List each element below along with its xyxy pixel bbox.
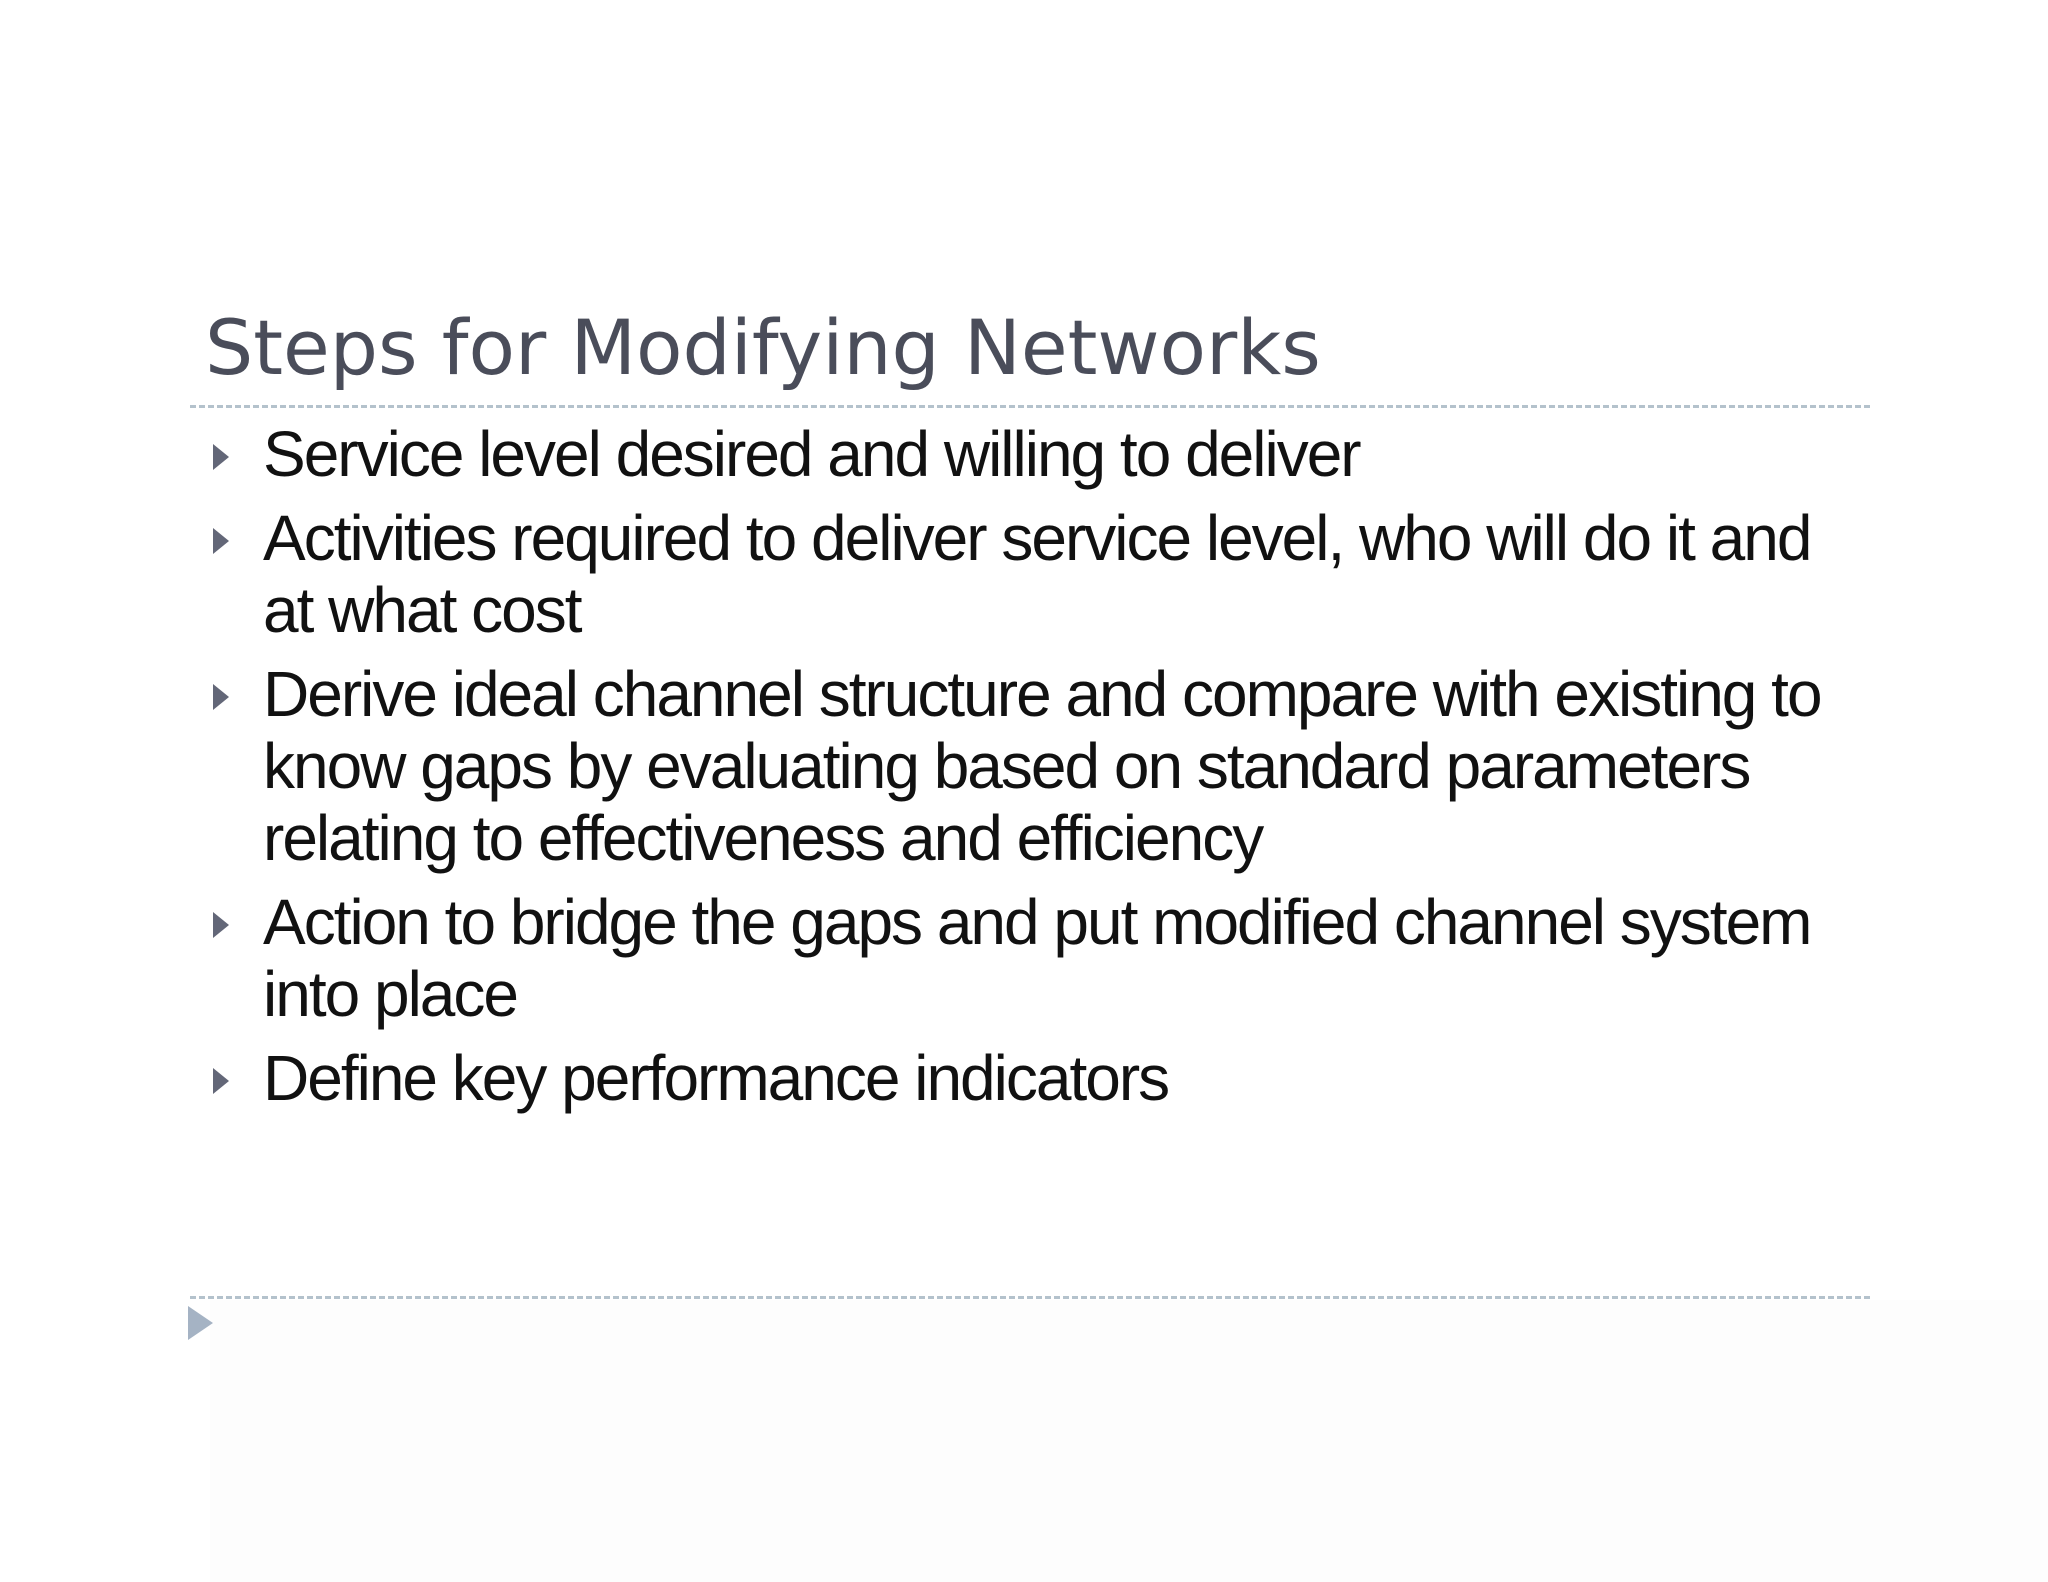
bullet-text: Define key performance indicators: [263, 1042, 1169, 1114]
title-divider: [190, 405, 1870, 408]
bullet-text: Derive ideal channel structure and compare with existing to know gaps by evaluating based on standard parameters relating to effectiveness and efficiency: [263, 658, 1821, 874]
bullet-item: [205, 658, 1865, 874]
bullet-text: Service level desired and willing to deliver: [263, 418, 1360, 490]
triangle-bullet-icon: [213, 684, 229, 710]
bullet-item: [205, 1042, 1865, 1114]
triangle-bullet-icon: [213, 528, 229, 554]
triangle-bullet-icon: [213, 444, 229, 470]
bullet-item: [205, 502, 1865, 646]
slide-title: Steps for Modifying Networks: [205, 303, 1321, 392]
triangle-arrow-icon: [188, 1306, 213, 1340]
bullet-item: [205, 886, 1865, 1030]
footer-divider: [190, 1296, 1870, 1299]
bullet-list: [205, 418, 1865, 1126]
triangle-bullet-icon: [213, 912, 229, 938]
bullet-item: [205, 418, 1865, 490]
bullet-text: Activities required to deliver service level, who will do it and at what cost: [263, 502, 1811, 646]
bullet-text: Action to bridge the gaps and put modified channel system into place: [263, 886, 1811, 1030]
triangle-bullet-icon: [213, 1068, 229, 1094]
footer-band: [210, 1300, 2048, 1582]
